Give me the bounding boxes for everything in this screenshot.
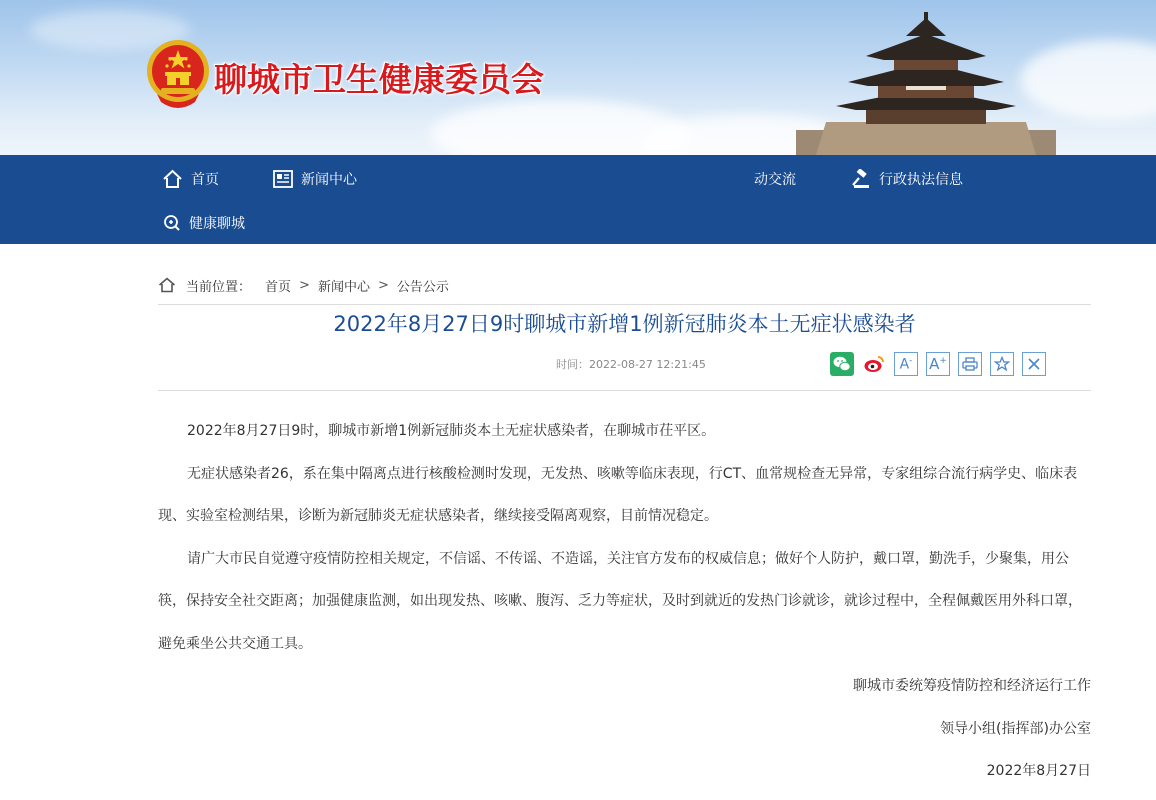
- breadcrumb-separator: >: [299, 277, 310, 293]
- nav-item-law-enforcement[interactable]: [851, 164, 963, 194]
- signature-org: 聊城市委统筹疫情防控和经济运行工作: [853, 678, 1091, 694]
- nav-item-interaction[interactable]: [754, 164, 796, 194]
- article-meta: [556, 356, 706, 372]
- weibo-icon: [862, 352, 886, 376]
- article-title: 2022年8月27日9时聊城市新增1例新冠肺炎本土无症状感染者: [333, 312, 916, 336]
- site-title: 聊城市卫生健康委员会: [214, 60, 544, 99]
- breadcrumb-separator: >: [377, 277, 389, 293]
- font-decrease-button[interactable]: [894, 352, 918, 376]
- nav-item-label: 健康聊城: [189, 216, 245, 232]
- nav-item-health[interactable]: [163, 208, 245, 238]
- font-increase-icon: A+: [929, 355, 947, 373]
- header-banner: [0, 0, 1156, 155]
- print-icon: [962, 357, 978, 371]
- publish-time: 2022-08-27 12:21:45: [589, 358, 706, 371]
- nav-item-news[interactable]: [273, 164, 357, 194]
- newspaper-icon: [273, 170, 293, 188]
- breadcrumb: [158, 272, 449, 298]
- wechat-share-button[interactable]: [830, 352, 854, 376]
- wechat-icon: [830, 352, 854, 376]
- font-increase-button[interactable]: [926, 352, 950, 376]
- divider: [158, 304, 1091, 305]
- home-icon: [158, 277, 176, 293]
- star-icon: [994, 356, 1010, 372]
- signature-office: 领导小组(指挥部)办公室: [940, 720, 1091, 737]
- divider: [158, 390, 1091, 391]
- home-icon: [162, 169, 183, 189]
- breadcrumb-link-news[interactable]: 新闻中心: [317, 279, 370, 295]
- signature-date: 2022年8月27日: [986, 763, 1091, 779]
- nav-item-label: 首页: [191, 172, 219, 188]
- breadcrumb-link-announcements[interactable]: 公告公示: [396, 279, 449, 295]
- weibo-share-button[interactable]: [862, 352, 886, 376]
- tower-illustration: [796, 10, 1056, 155]
- breadcrumb-prefix: 当前位置：: [186, 279, 252, 295]
- article-paragraph: 无症状感染者26，系在集中隔离点进行核酸检测时发现，无发热、咳嗽等临床表现，行CT、血常规检查无异常，专家组综合流行病学史、临床表现、实验室检测结果，诊断为新冠肺炎无症状感染者，继续接受隔离观察，目前情况稳定。: [158, 465, 1078, 524]
- nav-item-label: 动交流: [754, 172, 796, 188]
- article-body: [158, 410, 1091, 793]
- national-emblem-icon: [143, 38, 213, 110]
- health-icon: [163, 214, 181, 232]
- nav-item-label: 行政执法信息: [879, 172, 963, 188]
- gavel-icon: [851, 169, 871, 189]
- nav-item-home[interactable]: [162, 164, 219, 194]
- time-label: 时间：: [556, 358, 589, 371]
- close-button[interactable]: [1022, 352, 1046, 376]
- article-paragraph: 请广大市民自觉遵守疫情防控相关规定，不信谣、不传谣、不造谣，关注官方发布的权威信息；做好个人防护，戴口罩，勤洗手，少聚集，用公筷，保持安全社交距离；加强健康监测，如出现发热、咳嗽、腹泻、乏力等症状，及时到就近的发热门诊就诊，就诊过程中，全程佩戴医用外科口罩，避免乘坐公共交通工具。: [158, 550, 1082, 652]
- main-nav: [0, 155, 1156, 244]
- print-button[interactable]: [958, 352, 982, 376]
- breadcrumb-link-home[interactable]: 首页: [265, 279, 292, 295]
- font-decrease-icon: A-: [899, 355, 913, 373]
- article-tools: [830, 352, 1046, 376]
- article-paragraph: 2022年8月27日9时，聊城市新增1例新冠肺炎本土无症状感染者，在聊城市茌平区。: [187, 423, 716, 439]
- nav-item-label: 新闻中心: [301, 172, 357, 188]
- close-icon: [1027, 357, 1041, 371]
- favorite-button[interactable]: [990, 352, 1014, 376]
